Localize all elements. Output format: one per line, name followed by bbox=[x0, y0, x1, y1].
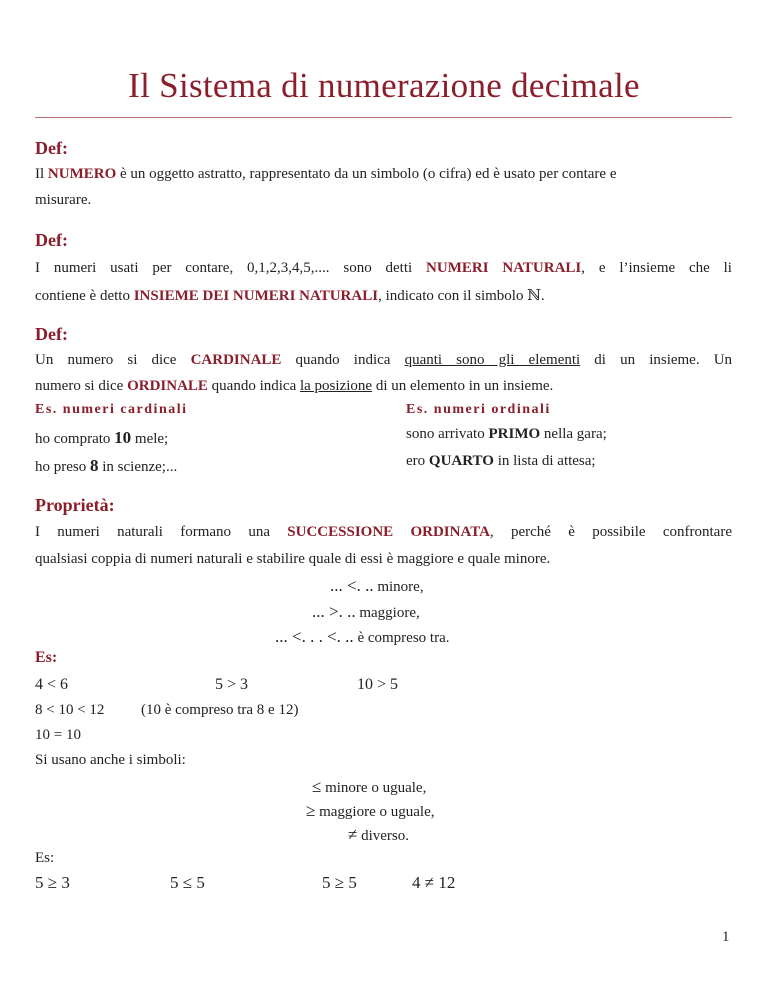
text-run: I numeri usati per contare, 0,1,2,3,4,5,.... sono detti bbox=[35, 260, 427, 276]
underlined-phrase: la posizione bbox=[299, 378, 373, 394]
example-equal: 10 = 10 bbox=[35, 727, 81, 743]
def-natural-line-2 bbox=[35, 283, 545, 309]
leq-symbol: ≤ bbox=[312, 777, 322, 796]
def-natural-line-1 bbox=[35, 255, 732, 281]
term-cardinale: CARDINALE bbox=[190, 352, 282, 368]
term-successione-ordinata: SUCCESSIONE ORDINATA bbox=[287, 524, 490, 540]
term-insieme-naturali: INSIEME DEI NUMERI NATURALI bbox=[133, 288, 379, 304]
def-heading-2: Def: bbox=[35, 230, 68, 250]
page-number: 1 bbox=[722, 929, 730, 945]
text-run: nella gara; bbox=[540, 426, 607, 442]
underlined-phrase: quanti sono gli elementi bbox=[404, 352, 581, 368]
text-run: Un numero si dice bbox=[35, 352, 191, 368]
property-heading: Proprietà: bbox=[35, 495, 115, 515]
property-line-1 bbox=[35, 519, 732, 545]
cardinal-examples-heading: Es. numeri cardinali bbox=[35, 402, 188, 417]
ordinal-example-2 bbox=[406, 448, 596, 474]
text-run: numero si dice bbox=[35, 378, 128, 394]
example-between-note: (10 è compreso tra 8 e 12) bbox=[141, 702, 299, 718]
text-run: quando indica bbox=[281, 352, 405, 368]
ordinal-example-1 bbox=[406, 421, 607, 447]
text-run: ho preso bbox=[35, 459, 90, 475]
term-numero: NUMERO bbox=[47, 166, 117, 182]
cardinal-example-2 bbox=[35, 453, 177, 480]
text-run: è compreso tra. bbox=[353, 630, 450, 646]
comparison-symbol: ... >. .. bbox=[312, 602, 356, 621]
text-run: minore, bbox=[373, 579, 424, 595]
ordinal-examples-heading: Es. numeri ordinali bbox=[406, 402, 551, 417]
text-run: contiene è detto bbox=[35, 288, 134, 304]
text-run: minore o uguale, bbox=[321, 780, 427, 796]
title-divider bbox=[35, 117, 732, 118]
text-run: di un elemento in un insieme. bbox=[372, 378, 554, 394]
comparison-compreso bbox=[275, 624, 449, 651]
comparison-symbol: ... <. .. bbox=[330, 576, 374, 595]
example-10-gt-5: 10 > 5 bbox=[357, 676, 399, 693]
ordinal-word: PRIMO bbox=[488, 426, 541, 442]
text-run: sono arrivato bbox=[406, 426, 489, 442]
text-run: maggiore o uguale, bbox=[315, 804, 435, 820]
comparison-symbol: ... <. . . <. .. bbox=[275, 627, 354, 646]
property-line-2: qualsiasi coppia di numeri naturali e stabilire quale di essi è maggiore e quale minore. bbox=[35, 551, 551, 567]
example-5-gt-3: 5 > 3 bbox=[215, 676, 249, 693]
def-cardinal-line bbox=[35, 347, 732, 373]
example-4-neq-12: 4 ≠ 12 bbox=[412, 873, 456, 892]
symbols-intro: Si usano anche i simboli: bbox=[35, 752, 186, 768]
term-ordinale: ORDINALE bbox=[127, 378, 208, 394]
text-run: mele; bbox=[131, 431, 169, 447]
ordinal-word: QUARTO bbox=[428, 453, 494, 469]
term-numeri-naturali: NUMERI NATURALI bbox=[426, 260, 582, 276]
example-5-geq-3: 5 ≥ 3 bbox=[35, 873, 70, 892]
def-ordinal-line bbox=[35, 373, 553, 399]
symbol-leq bbox=[312, 774, 426, 801]
text-run: , indicato con il simbolo ℕ. bbox=[378, 288, 545, 304]
example-5-leq-5: 5 ≤ 5 bbox=[170, 873, 205, 892]
text-run: , e l’insieme che li bbox=[581, 260, 732, 276]
text-run: è un oggetto astratto, rappresentato da un simbolo (o cifra) ed è usato per contare e bbox=[116, 166, 617, 182]
example-between: 8 < 10 < 12 bbox=[35, 702, 105, 718]
def-heading-3: Def: bbox=[35, 324, 68, 344]
example-number: 10 bbox=[114, 428, 132, 447]
def-number-paragraph bbox=[35, 161, 732, 187]
example-5-geq-5: 5 ≥ 5 bbox=[322, 873, 357, 892]
symbol-geq bbox=[306, 798, 434, 825]
example-number: 8 bbox=[90, 456, 99, 475]
text-run: ho comprato bbox=[35, 431, 115, 447]
text-run: , perché è possibile confrontare bbox=[489, 524, 732, 540]
page-title: Il Sistema di numerazione decimale bbox=[128, 66, 640, 105]
text-run: Il bbox=[35, 166, 48, 182]
example-4-lt-6: 4 < 6 bbox=[35, 676, 69, 693]
examples-heading-2: Es: bbox=[35, 850, 55, 866]
cardinal-example-1 bbox=[35, 425, 168, 452]
text-run: ero bbox=[406, 453, 429, 469]
def-heading-1: Def: bbox=[35, 138, 68, 158]
neq-symbol: ≠ bbox=[348, 825, 358, 844]
examples-heading: Es: bbox=[35, 649, 58, 666]
symbol-neq bbox=[348, 822, 409, 849]
text-run: I numeri naturali formano una bbox=[35, 524, 288, 540]
text-run: maggiore, bbox=[355, 605, 420, 621]
text-run: quando indica bbox=[207, 378, 300, 394]
comparison-minore bbox=[330, 573, 424, 600]
text-run: di un insieme. Un bbox=[580, 352, 733, 368]
def-number-paragraph-end: misurare. bbox=[35, 192, 92, 208]
text-run: in lista di attesa; bbox=[493, 453, 596, 469]
geq-symbol: ≥ bbox=[306, 801, 316, 820]
text-run: in scienze;... bbox=[98, 459, 178, 475]
comparison-maggiore bbox=[312, 599, 420, 626]
text-run: diverso. bbox=[357, 828, 410, 844]
